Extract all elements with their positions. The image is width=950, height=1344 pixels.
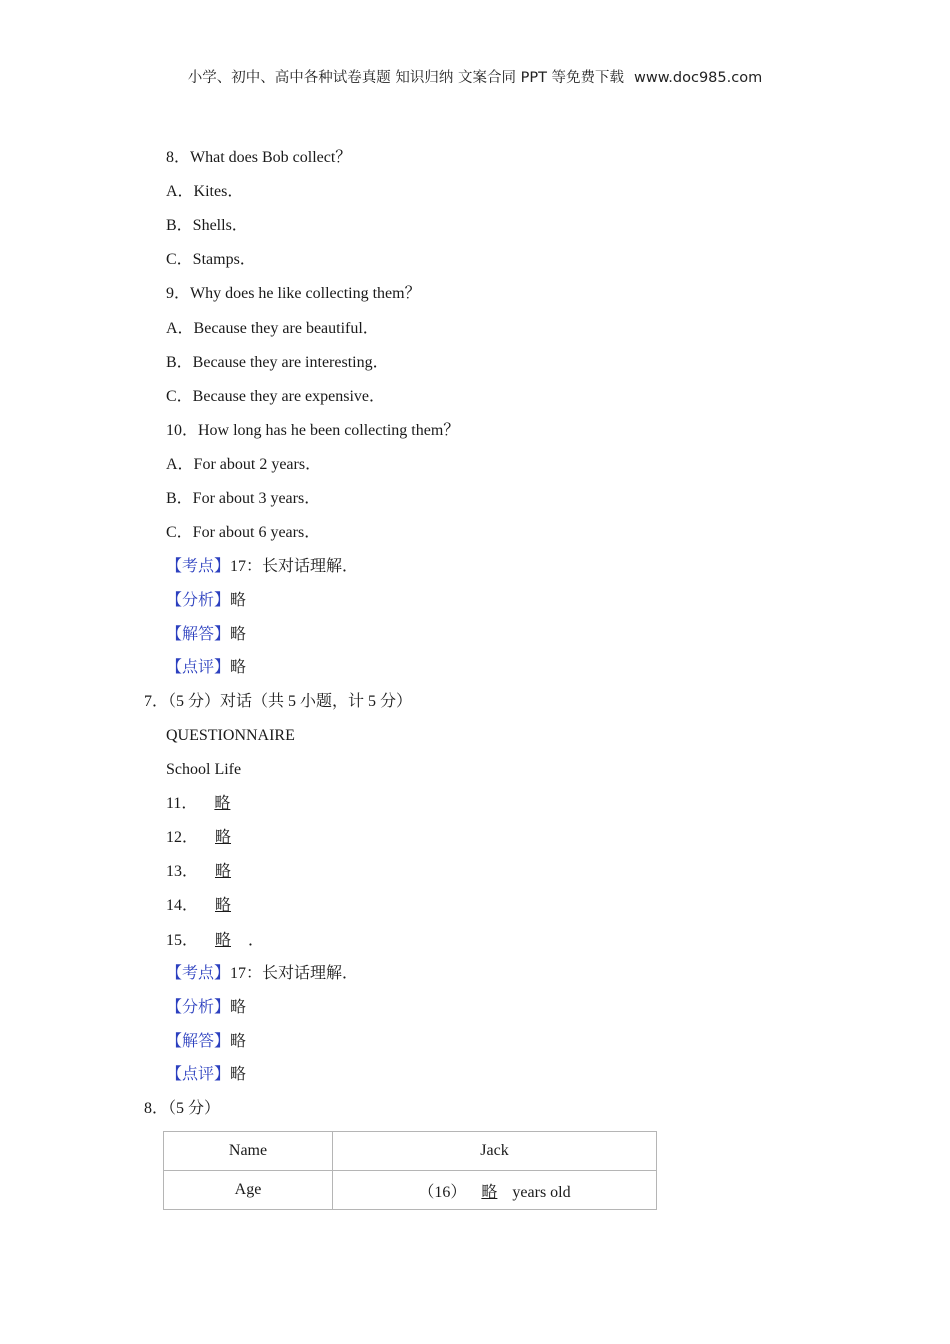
kaodian-text: 17：长对话理解．	[230, 965, 359, 982]
section-7-heading: 7．（5 分）对话（共 5 小题，计 5 分）	[144, 693, 413, 710]
section-8-heading: 8．（5 分）	[144, 1100, 221, 1117]
jieda-tag: 【解答】	[166, 1033, 231, 1050]
info-table	[163, 1131, 657, 1210]
kaodian-tag: 【考点】	[166, 558, 231, 575]
age-suffix: years old	[512, 1183, 571, 1201]
page-header	[0, 66, 950, 87]
dianping-tag: 【点评】	[166, 659, 231, 676]
option-8c: C．Stamps．	[166, 251, 256, 268]
table-row	[164, 1132, 657, 1171]
option-9b: B．Because they are interesting．	[166, 354, 389, 371]
jieda-line-1	[166, 625, 246, 645]
kaodian-tag: 【考点】	[166, 965, 231, 982]
option-8b: B．Shells．	[166, 217, 248, 234]
jieda-text: 略	[230, 626, 247, 643]
option-10a: A．For about 2 years．	[166, 456, 322, 473]
answer-blank: 略	[215, 863, 232, 880]
fenxi-text: 略	[230, 999, 247, 1016]
fenxi-tag: 【分析】	[166, 999, 231, 1016]
fenxi-tag: 【分析】	[166, 592, 231, 609]
dianping-text: 略	[230, 659, 247, 676]
kaodian-text: 17：长对话理解．	[230, 558, 359, 575]
fenxi-line-1	[166, 591, 246, 611]
name-value: Jack	[333, 1132, 657, 1171]
blank-item	[166, 896, 248, 916]
jieda-text: 略	[230, 1033, 247, 1050]
blank-item	[166, 862, 248, 882]
option-9a: A．Because they are beautiful．	[166, 320, 379, 337]
item-number: 12．	[166, 829, 199, 846]
question-9: 9．Why does he like collecting them？	[166, 285, 421, 302]
name-label: Name	[164, 1132, 333, 1171]
age-label: Age	[164, 1171, 333, 1210]
answer-blank: 略	[215, 897, 232, 914]
item-number: 14．	[166, 897, 199, 914]
dianping-line-2	[166, 1065, 246, 1085]
answer-blank: 略	[215, 932, 232, 949]
questionnaire-title: QUESTIONNAIRE	[166, 727, 295, 744]
blank-item	[166, 794, 247, 814]
blank-item	[166, 828, 248, 848]
blank-item: 15． 略 ．	[166, 932, 265, 949]
kaodian-line-1	[166, 557, 358, 577]
header-text: 小学、初中、高中各种试卷真题 知识归纳 文案合同 PPT 等免费下载	[187, 70, 625, 86]
item-number: 13．	[166, 863, 199, 880]
jieda-tag: 【解答】	[166, 626, 231, 643]
option-10b: B．For about 3 years．	[166, 490, 321, 507]
age-prefix: （16）	[418, 1183, 467, 1201]
fenxi-line-2	[166, 998, 246, 1018]
item-number: 15．	[166, 932, 199, 949]
header-url[interactable]: www.doc985.com	[634, 70, 763, 86]
option-8a: A．Kites．	[166, 183, 244, 200]
dianping-text: 略	[230, 1066, 247, 1083]
kaodian-line-2	[166, 964, 358, 984]
age-answer-blank: 略	[481, 1183, 498, 1201]
answer-blank: 略	[214, 795, 231, 812]
option-9c: C．Because they are expensive．	[166, 388, 386, 405]
table-row	[164, 1171, 657, 1210]
dianping-line-1	[166, 658, 246, 678]
answer-blank: 略	[215, 829, 232, 846]
item-number: 11．	[166, 795, 198, 812]
school-life-title: School Life	[166, 761, 242, 778]
option-10c: C．For about 6 years．	[166, 524, 321, 541]
question-8: 8．What does Bob collect？	[166, 149, 352, 166]
fenxi-text: 略	[230, 592, 247, 609]
question-10: 10．How long has he been collecting them？	[166, 422, 460, 439]
age-value-cell	[333, 1171, 657, 1210]
jieda-line-2	[166, 1032, 246, 1052]
dianping-tag: 【点评】	[166, 1066, 231, 1083]
